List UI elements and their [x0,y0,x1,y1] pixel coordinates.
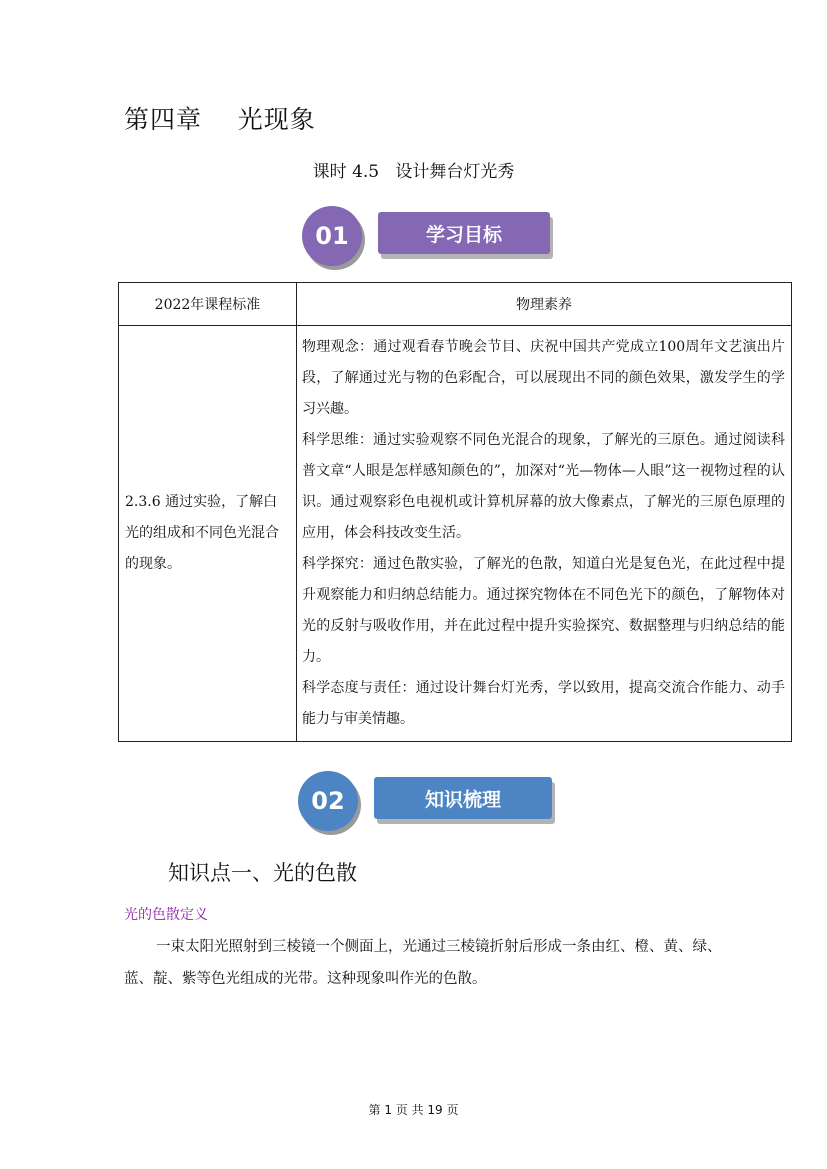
definition-label: 光的色散定义 [124,907,208,923]
literacy-inquiry: 科学探究：通过色散实验，了解光的色散，知道白光是复色光，在此过程中提升观察能力和归纳总结能力。通过探究物体在不同色光下的颜色，了解物体对光的反射与吸收作用，并在此过程中提升实验探究、数据整理与归纳总结的能力。 [302,556,785,665]
section-number-badge: 01 [302,206,362,266]
section-label: 学习目标 [378,212,550,254]
section-label: 知识梳理 [374,777,552,819]
header-standard: 2022年课程标准 [119,283,297,326]
table-header-row [119,283,792,326]
physics-literacy-cell [297,326,792,742]
literacy-thinking: 科学思维：通过实验观察不同色光混合的现象，了解光的三原色。通过阅读科普文章“人眼是怎样感知颜色的”，加深对“光—物体—人眼”这一视物过程的认识。通过观察彩色电视机或计算机屏幕的放大像素点，了解光的三原色原理的应用，体会科技改变生活。 [302,432,785,541]
lesson-title: 课时 4.5 设计舞台灯光秀 [312,162,515,182]
curriculum-standard-cell: 2.3.6 通过实验，了解白光的组成和不同色光混合的现象。 [119,326,297,742]
literacy-concept: 物理观念：通过观看春节晚会节目、庆祝中国共产党成立100周年文艺演出片段，了解通过光与物的色彩配合，可以展现出不同的颜色效果，激发学生的学习兴趣。 [302,339,785,417]
section-banner-knowledge [298,771,554,833]
header-literacy: 物理素养 [297,283,792,326]
learning-goals-table [118,282,792,742]
page-footer: 第 1 页 共 19 页 [368,1103,459,1117]
literacy-attitude: 科学态度与责任：通过设计舞台灯光秀，学以致用，提高交流合作能力、动手能力与审美情趣。 [302,680,785,727]
section-number-badge: 02 [298,771,358,831]
section-banner-goals [302,206,552,268]
table-row [119,326,792,742]
definition-text: 一束太阳光照射到三棱镜一个侧面上，光通过三棱镜折射后形成一条由红、橙、黄、绿、蓝、靛、紫等色光组成的光带。这种现象叫作光的色散。 [124,939,722,987]
knowledge-point-title: 知识点一、光的色散 [168,861,357,885]
chapter-title: 第四章 光现象 [124,105,316,134]
